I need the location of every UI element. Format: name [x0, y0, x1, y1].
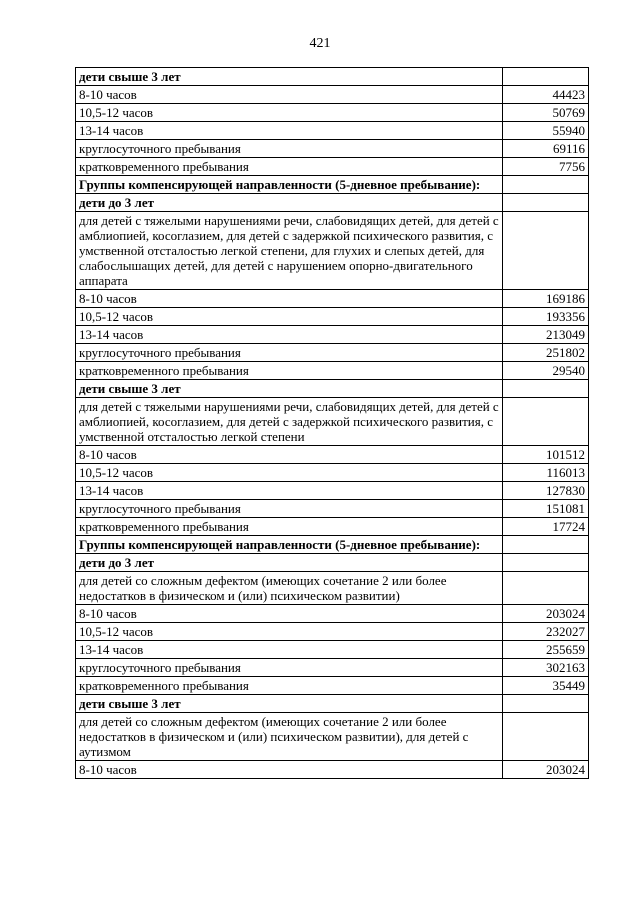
table-row [76, 212, 589, 290]
row-value: 251802 [503, 344, 589, 362]
row-value [503, 380, 589, 398]
row-value: 69116 [503, 140, 589, 158]
row-value: 213049 [503, 326, 589, 344]
table-row [76, 122, 589, 140]
row-label: круглосуточного пребывания [76, 140, 503, 158]
tariff-table [75, 67, 589, 779]
row-label: дети свыше 3 лет [76, 380, 503, 398]
row-label: дети свыше 3 лет [76, 68, 503, 86]
table-row [76, 677, 589, 695]
row-label: круглосуточного пребывания [76, 659, 503, 677]
row-value [503, 695, 589, 713]
row-value: 255659 [503, 641, 589, 659]
row-value [503, 536, 589, 554]
row-value: 44423 [503, 86, 589, 104]
row-label: 8-10 часов [76, 290, 503, 308]
row-value [503, 68, 589, 86]
row-value [503, 398, 589, 446]
table-row [76, 713, 589, 761]
row-label: кратковременного пребывания [76, 518, 503, 536]
table-row [76, 605, 589, 623]
row-value [503, 554, 589, 572]
row-label: кратковременного пребывания [76, 677, 503, 695]
table-row [76, 482, 589, 500]
table-row [76, 86, 589, 104]
table-row [76, 104, 589, 122]
row-label: 13-14 часов [76, 641, 503, 659]
table-row [76, 344, 589, 362]
row-value: 193356 [503, 308, 589, 326]
row-value: 17724 [503, 518, 589, 536]
page-number: 421 [309, 36, 331, 51]
table-row [76, 140, 589, 158]
tariff-table-body [76, 68, 589, 779]
row-label: Группы компенсирующей направленности (5-дневное пребывание): [76, 536, 503, 554]
row-label: 13-14 часов [76, 482, 503, 500]
table-row [76, 446, 589, 464]
table-row [76, 500, 589, 518]
row-value [503, 572, 589, 605]
table-row [76, 380, 589, 398]
row-label: 8-10 часов [76, 761, 503, 779]
table-row [76, 68, 589, 86]
table-row [76, 695, 589, 713]
table-row [76, 761, 589, 779]
row-value [503, 194, 589, 212]
row-label: дети до 3 лет [76, 194, 503, 212]
row-label: 8-10 часов [76, 605, 503, 623]
row-label: дети до 3 лет [76, 554, 503, 572]
row-label: кратковременного пребывания [76, 158, 503, 176]
row-label: круглосуточного пребывания [76, 500, 503, 518]
row-label: 13-14 часов [76, 122, 503, 140]
row-value: 55940 [503, 122, 589, 140]
row-value: 151081 [503, 500, 589, 518]
row-value: 203024 [503, 761, 589, 779]
row-value: 203024 [503, 605, 589, 623]
table-row [76, 518, 589, 536]
row-label: для детей со сложным дефектом (имеющих сочетание 2 или более недостатков в физическом и (или) психическом развитии) [76, 572, 503, 605]
table-row [76, 554, 589, 572]
row-label: кратковременного пребывания [76, 362, 503, 380]
table-row [76, 362, 589, 380]
row-value: 50769 [503, 104, 589, 122]
row-label: для детей с тяжелыми нарушениями речи, слабовидящих детей, для детей с амблиопией, косоглазием, для детей с задержкой психического развития, с умственной отсталостью легкой степени, для глухих и слепых детей, для слабослышащих детей, для детей с нарушением опорно-двигательного аппарата [76, 212, 503, 290]
table-row [76, 290, 589, 308]
table-row [76, 308, 589, 326]
row-label: Группы компенсирующей направленности (5-дневное пребывание): [76, 176, 503, 194]
row-label: 13-14 часов [76, 326, 503, 344]
table-row [76, 176, 589, 194]
table-row [76, 623, 589, 641]
table-row [76, 659, 589, 677]
row-value: 302163 [503, 659, 589, 677]
row-value [503, 212, 589, 290]
row-value: 101512 [503, 446, 589, 464]
row-label: 10,5-12 часов [76, 308, 503, 326]
row-value: 232027 [503, 623, 589, 641]
row-value [503, 176, 589, 194]
table-row [76, 536, 589, 554]
row-label: 10,5-12 часов [76, 464, 503, 482]
table-row [76, 194, 589, 212]
row-label: дети свыше 3 лет [76, 695, 503, 713]
row-label: для детей с тяжелыми нарушениями речи, слабовидящих детей, для детей с амблиопией, косоглазием, для детей с задержкой психического развития, с умственной отсталостью легкой степени [76, 398, 503, 446]
row-value: 127830 [503, 482, 589, 500]
table-row [76, 158, 589, 176]
row-label: 8-10 часов [76, 86, 503, 104]
table-row [76, 572, 589, 605]
row-value: 35449 [503, 677, 589, 695]
row-value: 169186 [503, 290, 589, 308]
row-label: 10,5-12 часов [76, 623, 503, 641]
row-value [503, 713, 589, 761]
table-row [76, 641, 589, 659]
table-row [76, 398, 589, 446]
row-label: для детей со сложным дефектом (имеющих сочетание 2 или более недостатков в физическом и (или) психическом развитии), для детей с аутизмом [76, 713, 503, 761]
row-label: круглосуточного пребывания [76, 344, 503, 362]
row-label: 10,5-12 часов [76, 104, 503, 122]
table-row [76, 326, 589, 344]
row-value: 7756 [503, 158, 589, 176]
row-label: 8-10 часов [76, 446, 503, 464]
row-value: 29540 [503, 362, 589, 380]
table-row [76, 464, 589, 482]
row-value: 116013 [503, 464, 589, 482]
